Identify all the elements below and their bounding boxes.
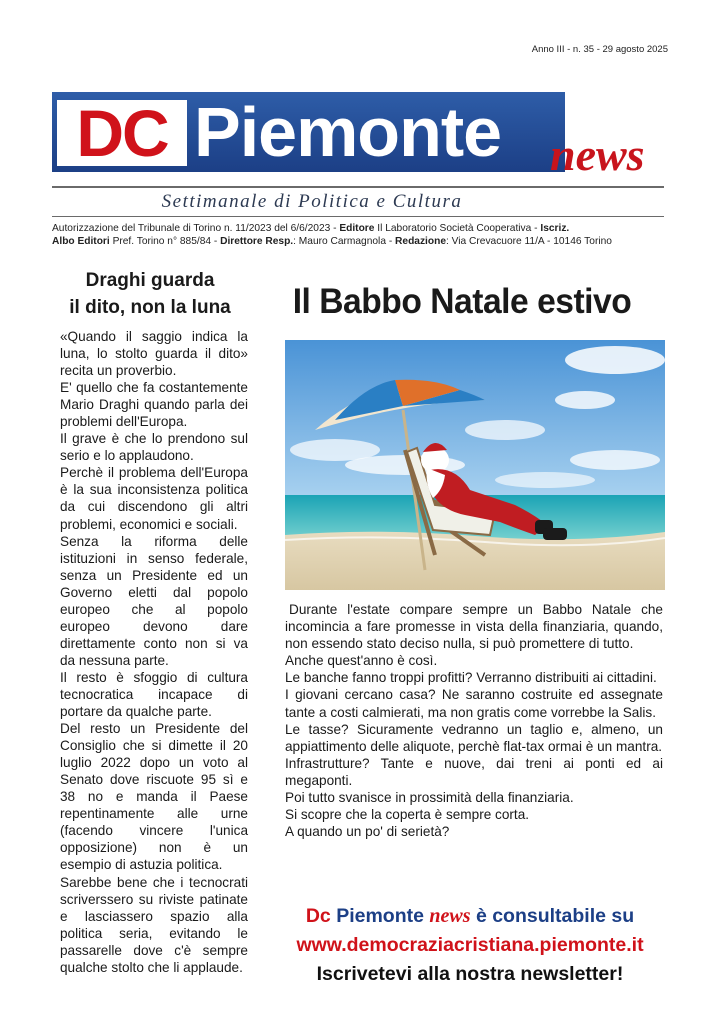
- authorization-text: [52, 222, 664, 248]
- left-paragraph: Il resto è sfoggio di cultura tecnocratica incapace di portare da qualche parte.: [60, 669, 248, 720]
- left-paragraph: Del resto un Presidente del Consiglio che si dimette il 20 luglio 2022 dopo un voto al Senato dove riscuote 95 sì e 38 no e manda il Paese repentinamente alle urne (facendo vincere l'unica opposizione) non è un esempio di astuzia politica.: [60, 721, 248, 873]
- main-paragraph: Le tasse? Sicuramente vedranno un taglio e, almeno, un appiattimento delle aliquote, perchè flat-tax ormai è un mantra.: [285, 721, 663, 754]
- auth-label: Iscriz.: [540, 223, 570, 234]
- promo-box: [270, 902, 670, 989]
- main-paragraph: Infrastrutture? Tante e nuove, dai treni ai ponti ed ai megaponti.: [285, 755, 663, 788]
- main-paragraph: Le banche fanno troppi profitti? Verranno distribuiti ai cittadini.: [285, 670, 657, 686]
- masthead: [52, 92, 664, 180]
- masthead-rule-top: [52, 186, 664, 188]
- main-paragraph: Si scopre che la coperta è sempre corta.: [285, 807, 530, 823]
- promo-consult: è consultabile su: [475, 905, 635, 927]
- left-title-line: Draghi guarda: [85, 270, 215, 291]
- auth-text: : Mauro Carmagnola -: [293, 236, 396, 247]
- left-paragraph: Il grave è che lo prendono sul serio e lo applaudono.: [60, 431, 248, 464]
- newsletter-callout: Iscrivetevi alla nostra newsletter!: [316, 963, 624, 985]
- left-paragraph: Senza la riforma delle istituzioni in senso federale, senza un Presidente ed un Governo eletti dal popolo europeo che al popolo europeo devono dare direttamente conto non si va da nessuna parte.: [60, 533, 248, 668]
- auth-text: Il Laboratorio Società Cooperativa -: [374, 223, 541, 234]
- auth-label: Redazione: [395, 236, 446, 247]
- website-link[interactable]: www.democraziacristiana.piemonte.it: [296, 934, 644, 956]
- tagline: Settimanale di Politica e Cultura: [161, 191, 463, 212]
- auth-text: : Via Crevacuore 11/A - 10146 Torino: [446, 236, 612, 247]
- main-paragraph: Durante l'estate compare sempre un Babbo Natale che incomincia a fare promesse in vista della finanziaria, quando, non essendo stato deciso nulla, si può promettere di tutto.: [285, 602, 663, 652]
- main-article-body: [285, 601, 663, 840]
- auth-label: Direttore Resp.: [220, 236, 294, 247]
- left-paragraph: Sarebbe bene che i tecnocrati scriverssero su riviste patinate e lasciassero spazio alla politica seria, evitando le passarelle dove c'è sempre qualche stolto che li applaude.: [60, 874, 248, 975]
- main-paragraph: I giovani cercano casa? Ne saranno costruite ed assegnate tante a costi calmierati, ma non gratis come vorrebbe la Salis.: [285, 687, 663, 720]
- promo-news: news: [429, 905, 471, 927]
- promo-line: [270, 902, 670, 931]
- logo-dc: DC: [57, 100, 187, 166]
- main-article-title: Il Babbo Natale estivo: [292, 282, 632, 321]
- auth-text: Autorizzazione del Tribunale di Torino n. 11/2023 del 6/6/2023 -: [52, 223, 340, 234]
- main-paragraph: Poi tutto svanisce in prossimità della finanziaria.: [285, 790, 574, 806]
- issue-info: Anno III - n. 35 - 29 agosto 2025: [531, 44, 668, 55]
- left-article-title: [52, 267, 248, 321]
- auth-label: Editore: [339, 223, 375, 234]
- logo-piemonte: Piemonte: [194, 93, 502, 171]
- main-paragraph: Anche quest'anno è così.: [285, 653, 438, 669]
- auth-text: Pref. Torino n° 885/84 -: [109, 236, 221, 247]
- promo-dc: Dc: [305, 905, 331, 927]
- santa-beach-photo: [285, 340, 665, 590]
- left-paragraph: E' quello che fa costantemente Mario Draghi quando parla dei problemi dell'Europa.: [60, 380, 248, 430]
- promo-piemonte: Piemonte: [336, 905, 424, 927]
- auth-label: Albo Editori: [52, 236, 110, 247]
- left-paragraph: Perchè il problema dell'Europa è la sua inconsistenza politica da cui discendono gli altri problemi, economici e sociali.: [60, 465, 248, 532]
- left-title-line: il dito, non la luna: [69, 297, 231, 318]
- masthead-rule-bottom: [52, 216, 664, 217]
- left-paragraph: «Quando il saggio indica la luna, lo stolto guarda il dito» recita un proverbio.: [60, 329, 248, 379]
- main-paragraph: A quando un po' di serietà?: [285, 824, 450, 840]
- left-article-body: [60, 328, 248, 976]
- logo-news: news: [550, 129, 645, 180]
